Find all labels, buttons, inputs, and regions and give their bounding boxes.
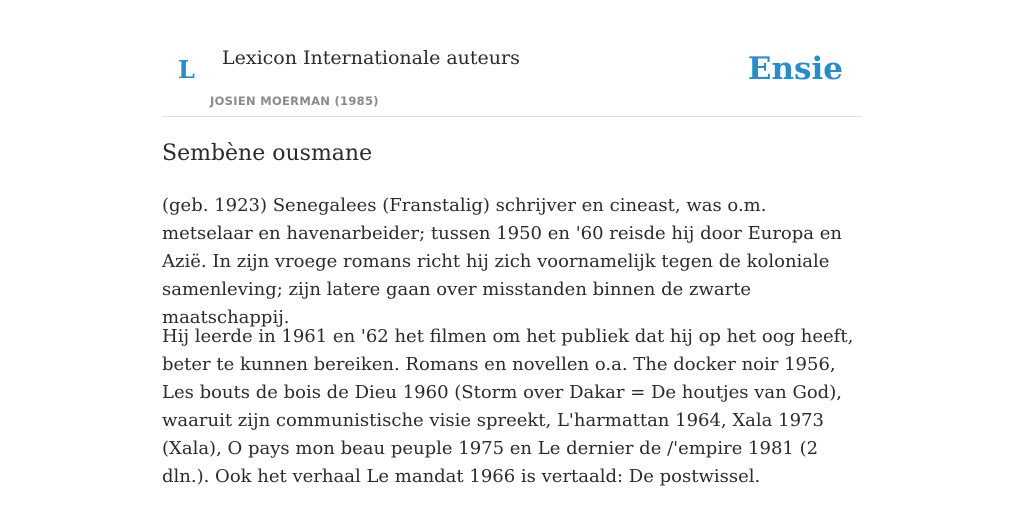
entry-title: Sembène ousmane <box>162 141 373 166</box>
entry-header <box>162 0 862 117</box>
entry-card <box>162 0 862 512</box>
entry-paragraph: (geb. 1923) Senegalees (Franstalig) schrijver en cineast, was o.m. metselaar en havenarbeider; tussen 1950 en '60 reisde hij door Europa en Azië. In zijn vroege romans richt hij zich voornamelijk tegen de koloniale samenleving; zijn latere gaan over misstanden binnen de zwarte maatschappij. <box>162 195 842 328</box>
author-line: JOSIEN MOERMAN (1985) <box>210 94 379 108</box>
book-title-link[interactable]: Lexicon Internationale auteurs <box>222 47 520 69</box>
lexicon-logo[interactable]: L <box>178 55 195 84</box>
ensie-brand-logo[interactable]: Ensie <box>747 51 843 87</box>
entry-paragraph: Hij leerde in 1961 en '62 het filmen om het publiek dat hij op het oog heeft, beter te kunnen bereiken. Romans en novellen o.a. The docker noir 1956, Les bouts de bois de Dieu 1960 (Storm over Dakar = De houtjes van God), waaruit zijn communistische visie spreekt, L'harmattan 1964, Xala 1973 (Xala), O pays mon beau peuple 1975 en Le dernier de /'empire 1981 (2 dln.). Ook het verhaal Le mandat 1966 is vertaald: De postwissel. <box>162 326 854 487</box>
